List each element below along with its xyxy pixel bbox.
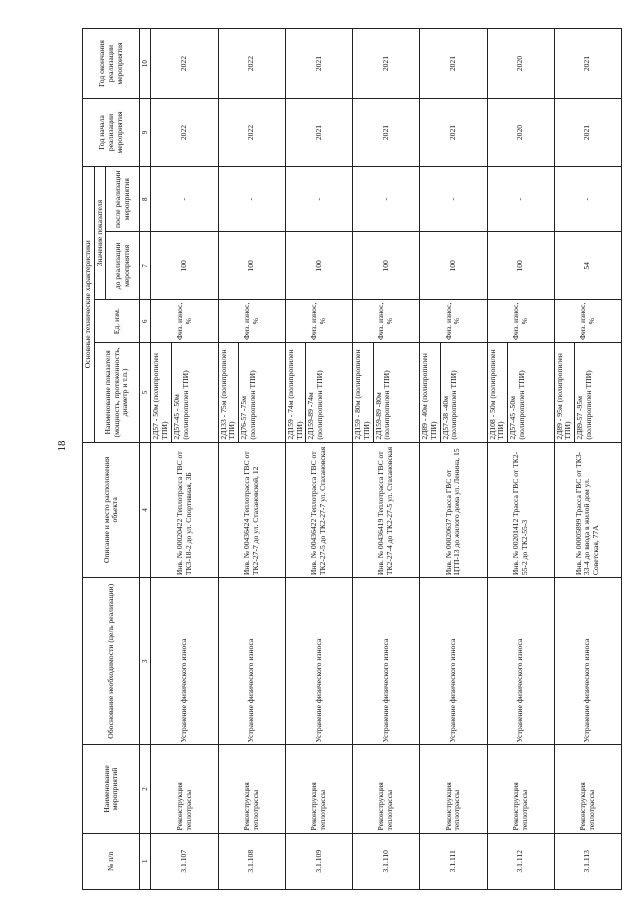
value-after: - [487,166,554,232]
param-value: 2Д133 - 75м (полипропилен ТПИ) [218,349,237,440]
col-number: 3 [140,578,151,745]
param-value: 2Д89-57 -95м (полипропилен ТПИ) [574,343,594,441]
measure-reason: Устранение физического износа [554,578,621,745]
header-name: Наименование мероприятий [83,745,140,833]
table-row [151,29,218,890]
end-year: 2021 [353,29,420,99]
value-before: 100 [218,232,285,300]
unit: Физ. износ, % [353,300,420,343]
end-year: 2022 [151,29,218,99]
start-year: 2021 [554,99,621,167]
value-before: 100 [353,232,420,300]
value-before: 100 [420,232,487,300]
param-value: 2Д108 - 50м (полипропилен ТПИ) [487,349,506,440]
object-description: Инв. № 00020637 Трасса ГВС от ЦТП-13 до жилого дома ул. Ленина, 15 [420,442,487,578]
param-value: 2Д159 - 74м (полипропилен ТПИ) [285,349,304,440]
start-year: 2022 [151,99,218,167]
measure-name: Реконструкция теплотрассы [151,745,218,833]
col-number: 6 [140,300,151,343]
header-after: после реализации мероприятия [106,166,140,232]
value-after: - [151,166,218,232]
param-value: 2Д159 - 80м (полипропилен ТПИ) [353,349,371,440]
header-reason: Обоснование необходимости (цель реализации) [83,578,140,745]
row-number: 3.1.107 [151,833,218,889]
value-after: - [420,166,487,232]
unit: Физ. износ, % [285,300,352,343]
param-value: 2Д57-45 -50м (полипропилен ТПИ) [507,343,527,441]
param-cell [420,343,487,442]
object-description: Инв. № 00436419 Теплотрасса ГВС от ТК2-27-4 до ТК2-27-5 ул. Стахановская [353,442,420,578]
unit: Физ. износ, % [420,300,487,343]
param-value: 2Д89 - 40м (полипропилен ТПИ) [420,353,439,440]
measure-name: Реконструкция теплотрассы [420,745,487,833]
param-cell [218,343,285,442]
header-value-group: Значение показателя [94,166,106,299]
measure-reason: Устранение физического износа [420,578,487,745]
start-year: 2021 [285,99,352,167]
table-row [554,29,621,890]
row-number: 3.1.108 [218,833,285,889]
object-description: Инв. № 00020422 Теплотрасса ГВС от ТК3-18-2 до ул. Спортивная, 3Б [151,442,218,578]
value-before: 100 [487,232,554,300]
value-before: 54 [554,232,621,300]
measure-reason: Устранение физического износа [487,578,554,745]
value-before: 100 [151,232,218,300]
measure-name: Реконструкция теплотрассы [554,745,621,833]
col-number: 2 [140,745,151,833]
column-number-row [140,29,151,890]
end-year: 2021 [420,29,487,99]
param-value: 2Д57 - 50м (полипропилен ТПИ) [151,353,170,440]
value-after: - [353,166,420,232]
measure-name: Реконструкция теплотрассы [353,745,420,833]
param-value: 2Д57-38 -40м (полипропилен ТПИ) [440,343,460,441]
header-tech-group: Основные технические характеристики [83,166,95,442]
param-cell [353,343,420,442]
measure-reason: Устранение физического износа [151,578,218,745]
table-row [353,29,420,890]
col-number: 9 [140,99,151,167]
measure-name: Реконструкция теплотрассы [285,745,352,833]
value-after: - [285,166,352,232]
unit: Физ. износ, % [487,300,554,343]
measure-reason: Устранение физического износа [285,578,352,745]
rotated-table-container [82,28,622,890]
param-value: 2Д76-57 -75м (полипропилен ТПИ) [238,343,258,441]
measure-reason: Устранение физического износа [218,578,285,745]
header-end-year: Год окончания реализации мероприятия [83,29,140,99]
object-description: Инв. № 00005899 Трасса ГВС от ТК3-33-4 до ввода в жилой дом ул. Советская, 77А [554,442,621,578]
col-number: 8 [140,166,151,232]
end-year: 2021 [285,29,352,99]
start-year: 2022 [218,99,285,167]
object-description: Инв. № 00436424 Теплотрасса ГВС от ТК2-27-7 до ул. Стахановской, 12 [218,442,285,578]
param-cell [285,343,352,442]
col-number: 7 [140,232,151,300]
unit: Физ. износ, % [218,300,285,343]
table-row [218,29,285,890]
object-description: Инв. № 00436422 Теплотрасса ГВС от ТК2-27-5 до ТК2-27-7 ул. Стахановская [285,442,352,578]
start-year: 2021 [420,99,487,167]
table-row [487,29,554,890]
header-unit: Ед. изм. [94,300,140,343]
start-year: 2020 [487,99,554,167]
end-year: 2021 [554,29,621,99]
header-object: Описание и место расположения объекта [83,442,140,578]
row-number: 3.1.112 [487,833,554,889]
header-num: № п/п [83,833,140,889]
row-number: 3.1.110 [353,833,420,889]
row-number: 3.1.111 [420,833,487,889]
table-row [285,29,352,890]
param-value: 2Д89 - 95м (полипропилен ТПИ) [554,353,573,440]
param-value: 2Д159-89 -74м (полипропилен ТПИ) [305,343,325,441]
param-cell [487,343,554,442]
measure-reason: Устранение физического износа [353,578,420,745]
value-after: - [218,166,285,232]
unit: Физ. износ, % [151,300,218,343]
param-value: 2Д57-45 - 50м (полипропилен ТПИ) [171,343,191,441]
header-before: до реализации мероприятия [106,232,140,300]
param-value: 2Д159-89 -80м (полипропилен ТПИ) [373,343,393,441]
header-param: Наименование показателя (мощность, протяженность, диаметр и т.п.) [94,343,140,442]
value-after: - [554,166,621,232]
header-start-year: Год начала реализации мероприятия [83,99,140,167]
col-number: 4 [140,442,151,578]
measure-name: Реконструкция теплотрассы [487,745,554,833]
unit: Физ. износ, % [554,300,621,343]
value-before: 100 [285,232,352,300]
row-number: 3.1.109 [285,833,352,889]
measures-table [82,28,622,890]
col-number: 5 [140,343,151,442]
end-year: 2022 [218,29,285,99]
col-number: 10 [140,29,151,99]
measure-name: Реконструкция теплотрассы [218,745,285,833]
row-number: 3.1.113 [554,833,621,889]
page-number: 18 [56,440,68,452]
start-year: 2021 [353,99,420,167]
table-row [420,29,487,890]
object-description: Инв. № 00201412 Трасса ГВС от ТК2-55-2 до ТК2-55-3 [487,442,554,578]
param-cell [554,343,621,442]
param-cell [151,343,218,442]
end-year: 2020 [487,29,554,99]
col-number: 1 [140,833,151,889]
